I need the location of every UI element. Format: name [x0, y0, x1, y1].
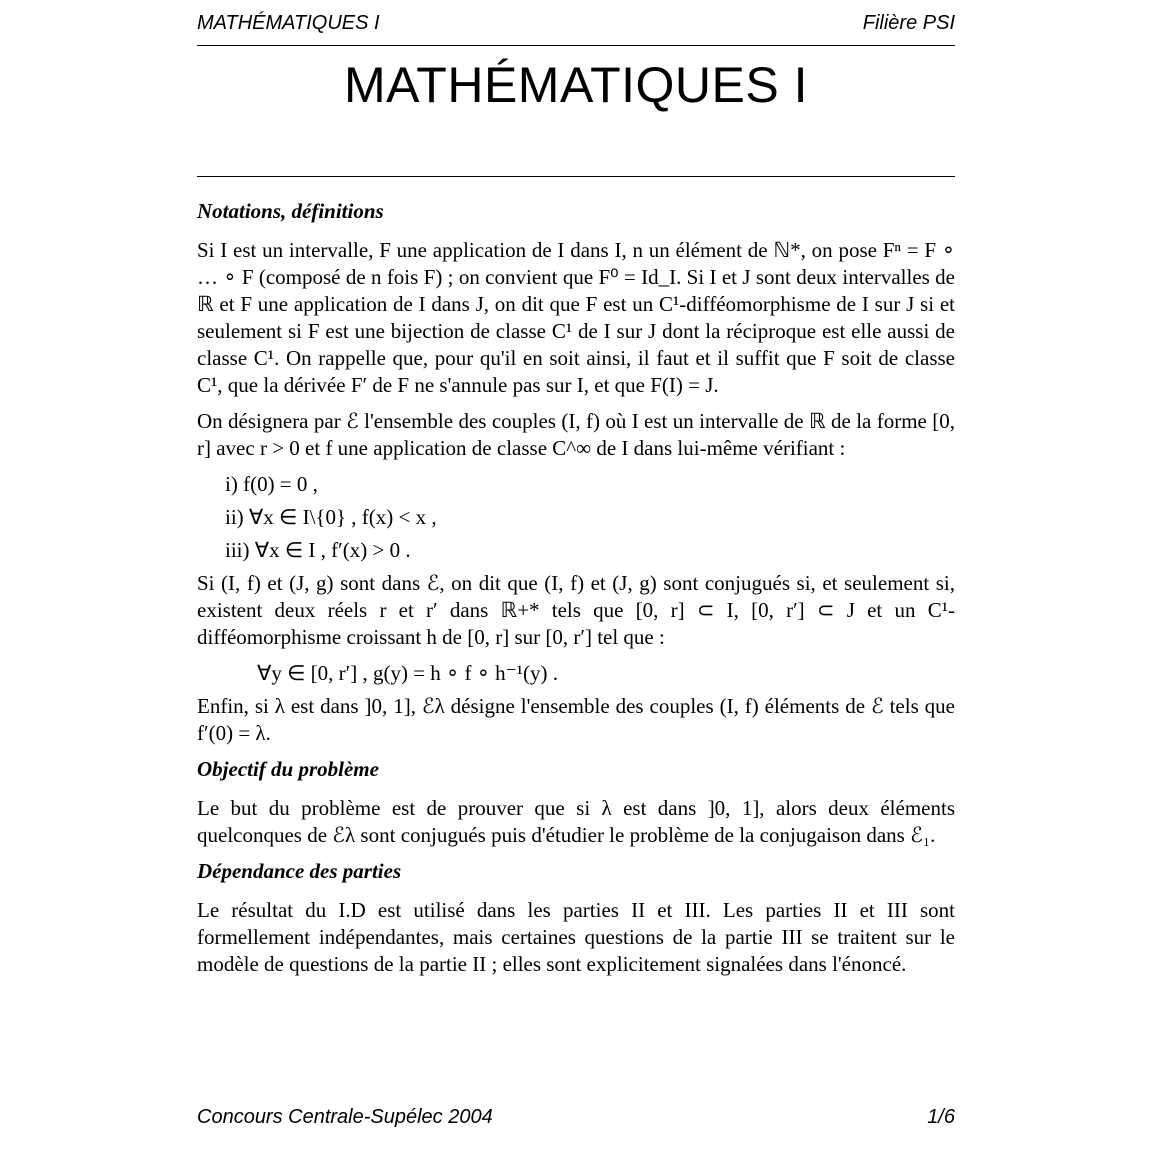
- header-rule: [197, 45, 955, 46]
- paragraph-dependance: Le résultat du I.D est utilisé dans les parties II et III. Les parties II et III sont formellement indépendantes, mais certaines questions de la partie III se traitent sur le modèle de questions de la partie II ; elles sont explicitement signalées dans l'énoncé.: [197, 898, 955, 976]
- running-header: [197, 10, 955, 38]
- paragraph-objectif: Le but du problème est de prouver que si λ est dans ]0, 1], alors deux éléments quelconques de ℰλ sont conjugués puis d'étudier le problème de la conjugaison dans ℰ₁.: [197, 796, 955, 847]
- page-title: MATHÉMATIQUES I: [344, 57, 808, 113]
- section-heading-notations: Notations, définitions: [197, 199, 384, 223]
- paragraph-definitions: Si I est un intervalle, F une application de I dans I, n un élément de ℕ*, on pose Fⁿ = F ∘ … ∘ F (composé de n fois F) ; on convient que F⁰ = Id_I. Si I et J sont deux intervalles de ℝ et F une application de I dans J, on dit que F est un C¹-difféomorphisme de I sur J si et seulement si F est une bijection de classe C¹ de I sur J dont la réciproque est elle aussi de classe C¹. On rappelle que, pour qu'il en soit ainsi, il faut et il suffit que F soit de classe C¹, que la dérivée F′ de F ne s'annule pas sur I, et que F(I) = J.: [197, 238, 955, 397]
- section-heading-objectif: Objectif du problème: [197, 757, 379, 781]
- paragraph-ensemble-e: On désignera par ℰ l'ensemble des couples (I, f) où I est un intervalle de ℝ de la forme [0, r] avec r > 0 et f une application de classe C^∞ de I dans lui-même vérifiant :: [197, 409, 955, 460]
- document-body: [197, 196, 955, 987]
- display-equation: ∀y ∈ [0, r′] , g(y) = h ∘ f ∘ h⁻¹(y) .: [257, 661, 558, 685]
- running-footer: [197, 1106, 955, 1134]
- header-track: Filière PSI: [862, 12, 955, 34]
- section-heading-dependance: Dépendance des parties: [197, 859, 402, 883]
- paragraph-e-lambda: Enfin, si λ est dans ]0, 1], ℰλ désigne l'ensemble des couples (I, f) éléments de ℰ tels que f′(0) = λ.: [197, 694, 955, 745]
- condition-item: i) f(0) = 0 ,: [225, 472, 318, 496]
- paragraph-conjugues: Si (I, f) et (J, g) sont dans ℰ, on dit que (I, f) et (J, g) sont conjugués si, et seulement si, existent deux réels r et r′ dans ℝ+* tels que [0, r] ⊂ I, [0, r′] ⊂ J et un C¹-difféomorphisme croissant h de [0, r] sur [0, r′] tel que :: [197, 571, 955, 649]
- title-rule: [197, 176, 955, 177]
- condition-item: ii) ∀x ∈ I\{0} , f(x) < x ,: [225, 505, 437, 529]
- header-subject: MATHÉMATIQUES I: [197, 12, 380, 34]
- footer-contest: Concours Centrale-Supélec 2004: [197, 1106, 493, 1128]
- condition-item: iii) ∀x ∈ I , f′(x) > 0 .: [225, 538, 411, 562]
- page-number: 1/6: [927, 1106, 955, 1128]
